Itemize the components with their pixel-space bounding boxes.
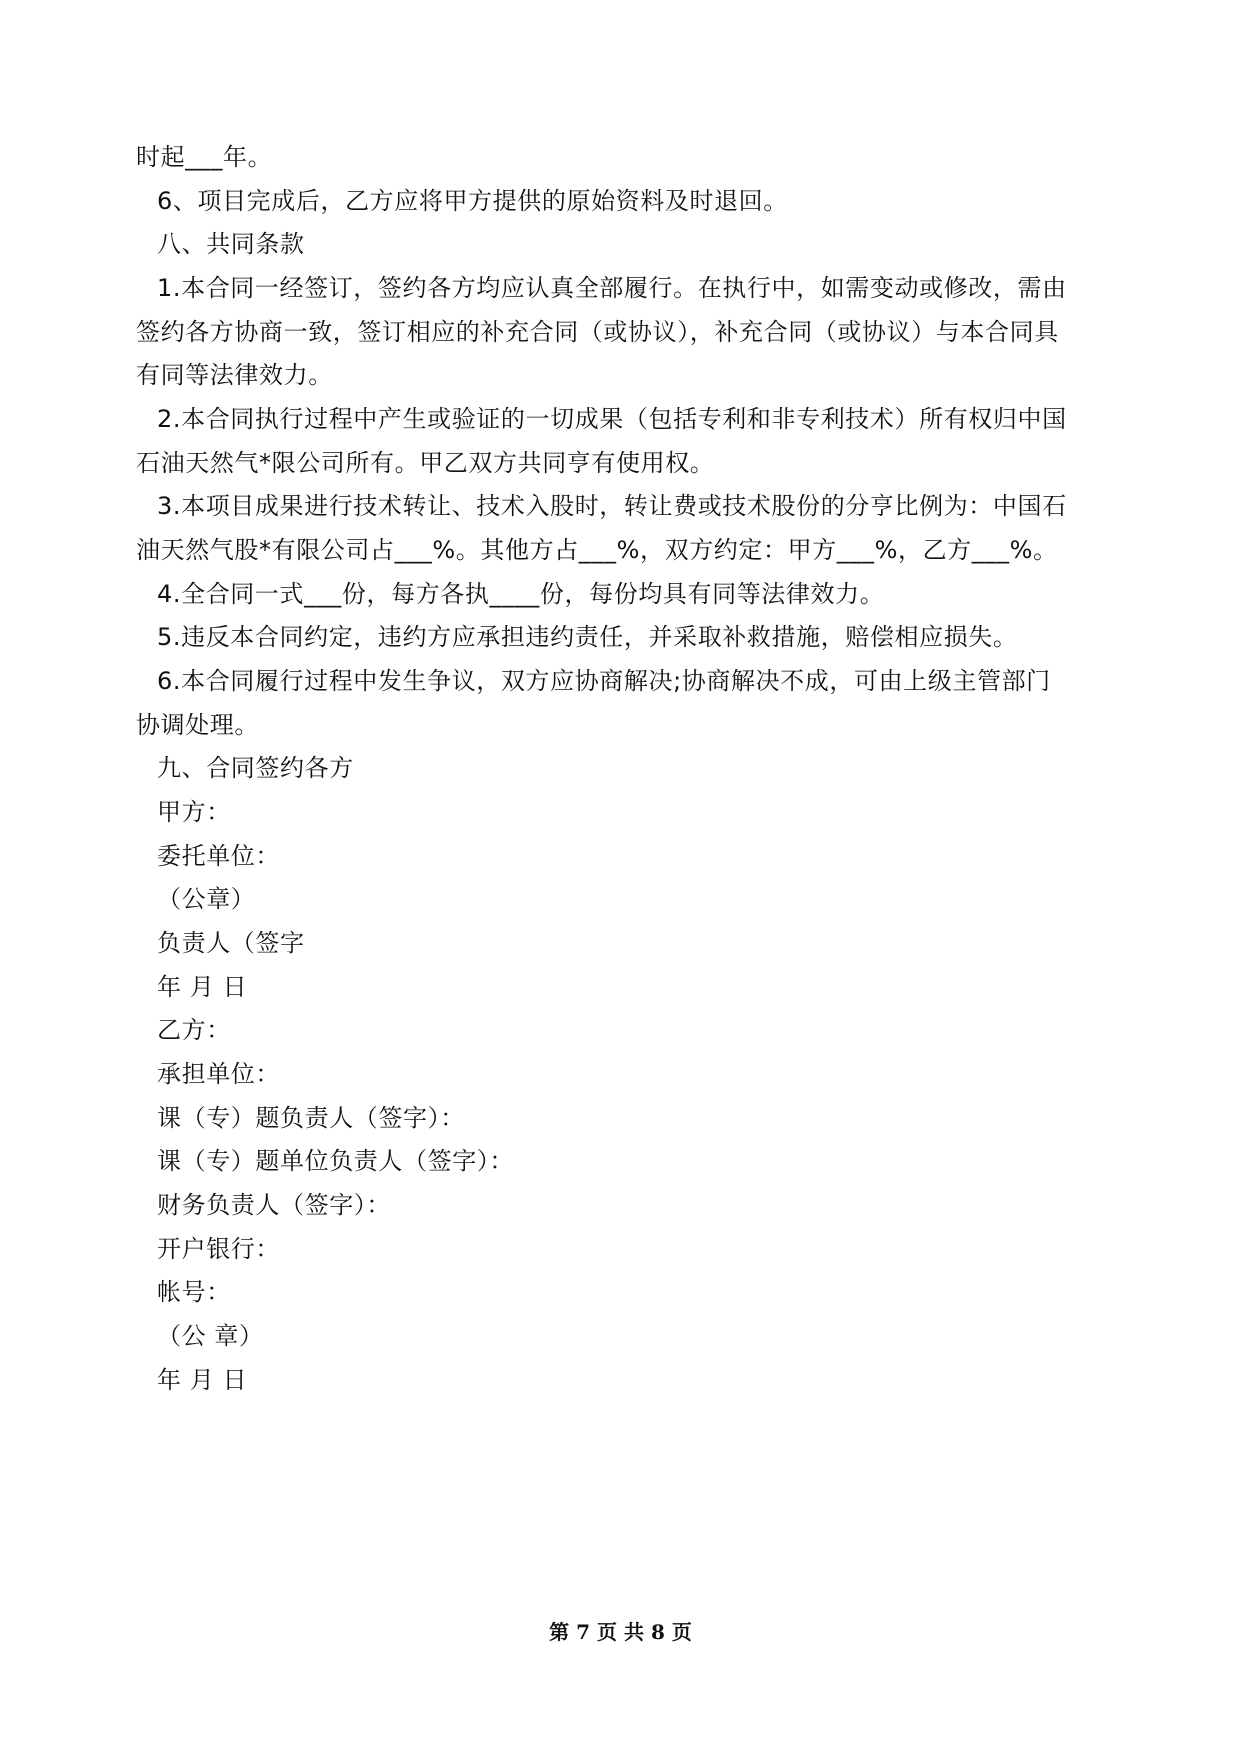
paragraph-line: 时起___年。	[136, 143, 273, 171]
paragraph-line: 有同等法律效力。	[136, 361, 333, 389]
date-line: 年 月 日	[157, 973, 248, 1001]
signature-line: （公 章）	[157, 1322, 264, 1350]
paragraph-line: 1.本合同一经签订，签约各方均应认真全部履行。在执行中，如需变动或修改，需由	[157, 274, 1067, 302]
signature-line: 帐号：	[157, 1278, 231, 1306]
paragraph-line: 4.全合同一式___份，每方各执____份，每份均具有同等法律效力。	[157, 580, 885, 608]
paragraph-line: 油天然气股*有限公司占___%。其他方占___%，双方约定：甲方___%，乙方___%。	[136, 536, 1058, 564]
signature-line: 负责人（签字	[157, 929, 305, 957]
signature-line: 课（专）题单位负责人（签字）：	[157, 1147, 514, 1175]
signature-line: 乙方：	[157, 1016, 231, 1044]
signature-line: 委托单位：	[157, 842, 280, 870]
signature-line: 甲方：	[157, 798, 231, 826]
signature-line: 承担单位：	[157, 1060, 280, 1088]
paragraph-line: 6、项目完成后，乙方应将甲方提供的原始资料及时退回。	[157, 187, 788, 215]
paragraph-line: 3.本项目成果进行技术转让、技术入股时，转让费或技术股份的分亨比例为：中国石	[157, 492, 1067, 520]
paragraph-line: 协调处理。	[136, 711, 259, 739]
signature-line: （公章）	[157, 885, 256, 913]
signature-line: 课（专）题负责人（签字）：	[157, 1104, 465, 1132]
paragraph-line: 6.本合同履行过程中发生争议，双方应协商解决;协商解决不成，可由上级主管部门	[157, 667, 1051, 695]
section-heading: 九、合同签约各方	[157, 754, 354, 782]
paragraph-line: 5.违反本合同约定，违约方应承担违约责任，并采取补救措施，赔偿相应损失。	[157, 623, 1018, 651]
paragraph-line: 2.本合同执行过程中产生或验证的一切成果（包括专利和非专利技术）所有权归中国	[157, 405, 1067, 433]
paragraph-line: 石油天然气*限公司所有。甲乙双方共同亨有使用权。	[136, 449, 715, 477]
page-number-footer: 第 7 页 共 8 页	[549, 1620, 692, 1644]
signature-line: 开户银行：	[157, 1235, 280, 1263]
signature-line: 财务负责人（签字）：	[157, 1191, 391, 1219]
date-line: 年 月 日	[157, 1366, 248, 1394]
paragraph-line: 签约各方协商一致，签订相应的补充合同（或协议），补充合同（或协议）与本合同具	[136, 318, 1059, 346]
section-heading: 八、共同条款	[157, 230, 305, 258]
